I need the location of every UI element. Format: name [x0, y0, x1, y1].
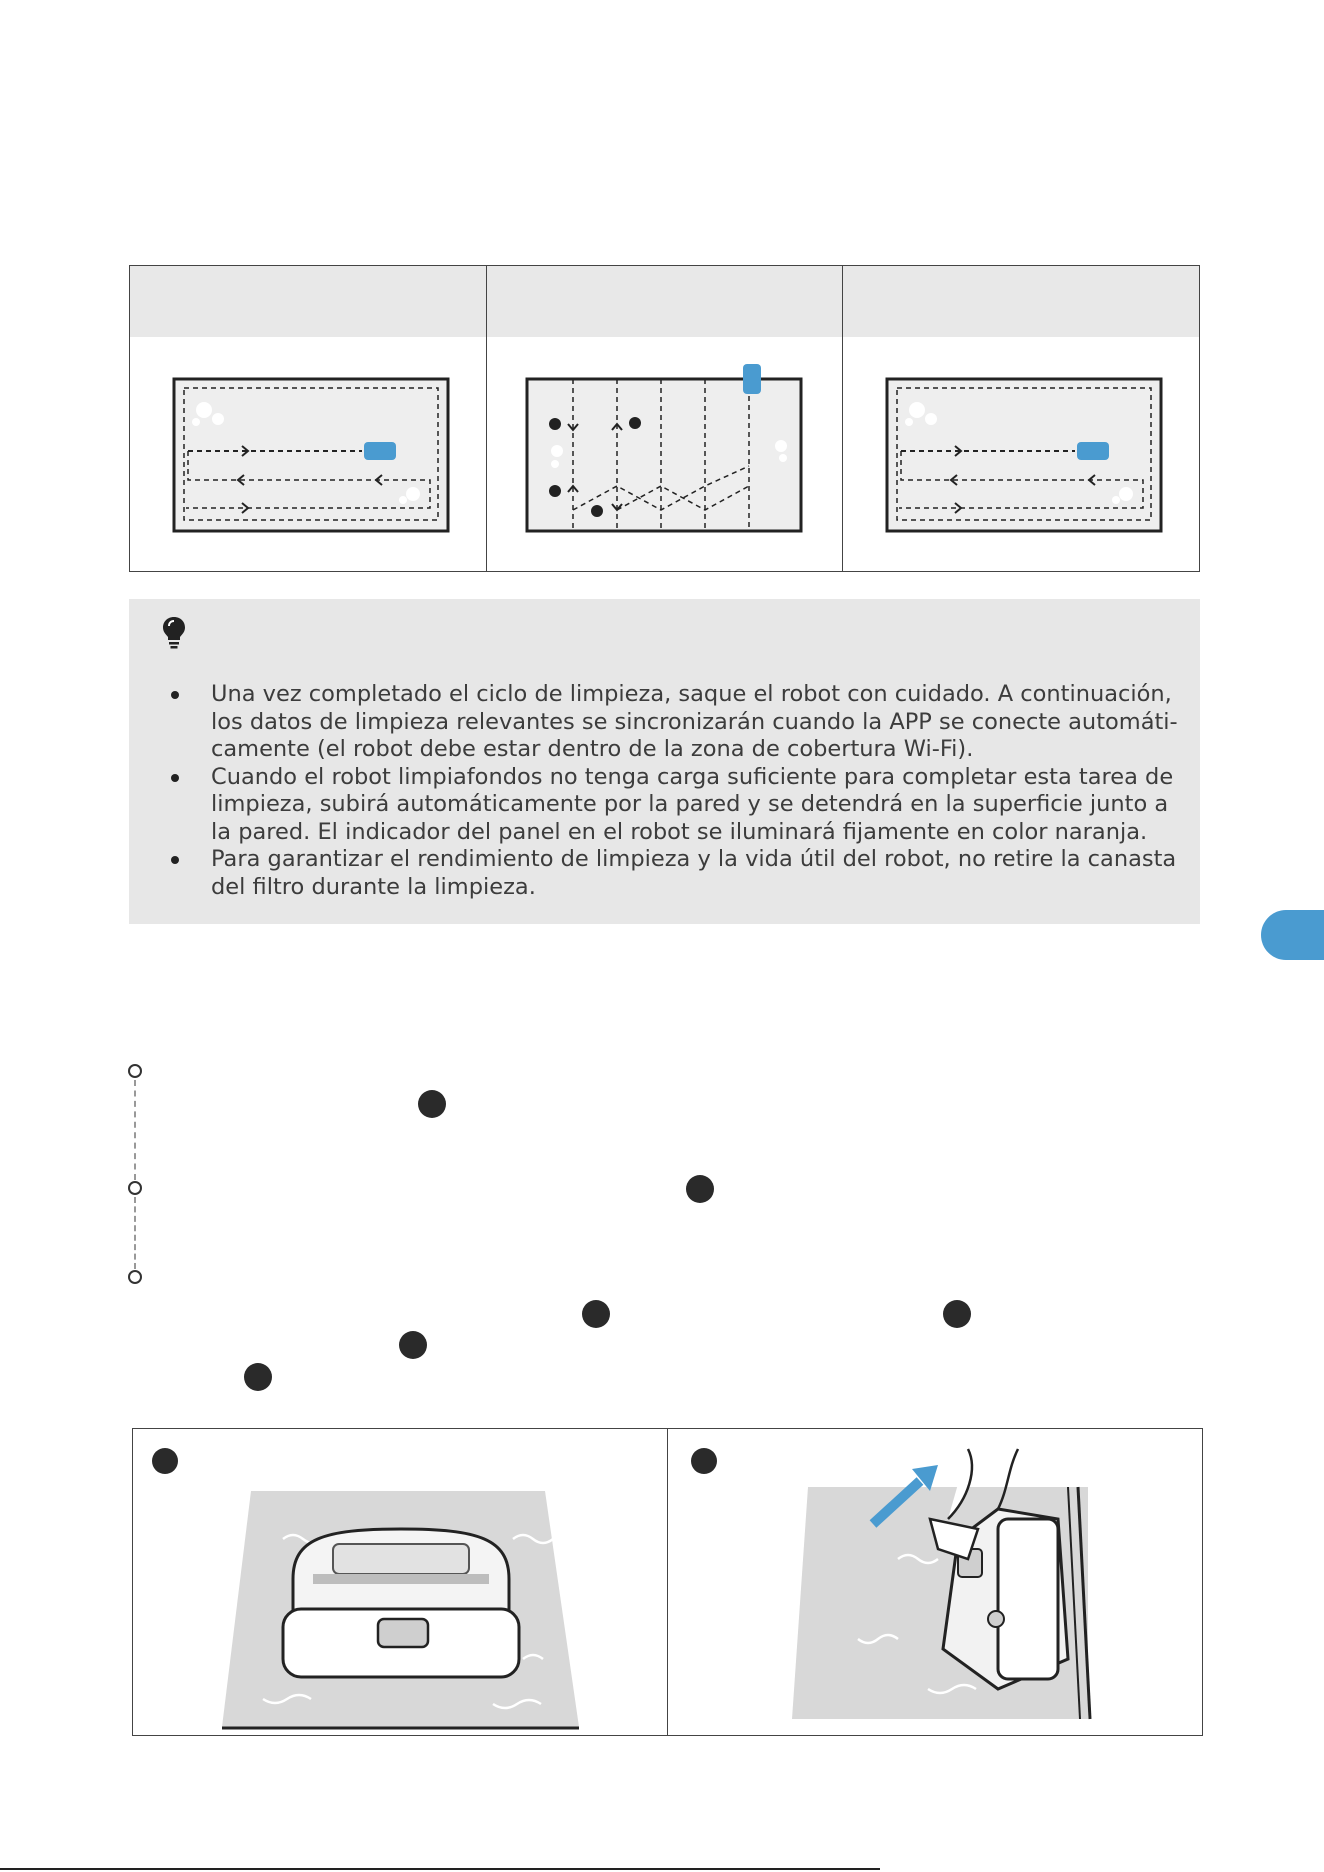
lightbulb-icon [161, 615, 187, 653]
footer-rule [0, 1868, 880, 1870]
tip-item: Para garantizar el rendimiento de limpieza y la vida útil del robot, no retire la canasta del filtro durante la limpieza. [169, 846, 1179, 901]
mode-column-floor [130, 266, 487, 571]
panel-robot-climbing-wall [668, 1429, 1202, 1735]
mode-header [487, 266, 843, 337]
reference-dot [582, 1300, 610, 1328]
tip-list [169, 681, 1179, 901]
step-marker [128, 1064, 142, 1078]
mode-diagram [130, 336, 486, 571]
reference-dot [399, 1331, 427, 1359]
step-marker [128, 1181, 142, 1195]
illustration-panels [132, 1428, 1203, 1736]
panel-robot-on-pool-floor [133, 1429, 668, 1735]
reference-dot [686, 1175, 714, 1203]
cleaning-modes-table [129, 265, 1200, 572]
mode-header [130, 266, 486, 337]
chapter-tab [1261, 910, 1324, 960]
mode-column-floor-wall [843, 266, 1199, 571]
mode-header [843, 266, 1199, 337]
tip-item: Una vez completado el ciclo de limpieza, saque el robot con cuidado. A continuación, los datos de limpieza relevantes se sincronizarán cuando la APP se conecte automáti-camente (el robot debe estar dentro de la zona de cobertura Wi-Fi). [169, 681, 1179, 764]
mode-column-wall [487, 266, 844, 571]
tip-box [129, 599, 1200, 924]
reference-dot [418, 1090, 446, 1118]
reference-dot [244, 1363, 272, 1391]
tip-item: Cuando el robot limpiafondos no tenga carga suficiente para completar esta tarea de limpieza, subirá automáticamente por la pared y se detendrá en la superficie junto a la pared. El indicador del panel en el robot se iluminará fijamente en color naranja. [169, 764, 1179, 847]
reference-dot [943, 1300, 971, 1328]
step-marker [128, 1270, 142, 1284]
step-connector [134, 1197, 136, 1269]
mode-diagram [487, 336, 843, 571]
step-connector [134, 1080, 136, 1180]
mode-diagram [843, 336, 1199, 571]
